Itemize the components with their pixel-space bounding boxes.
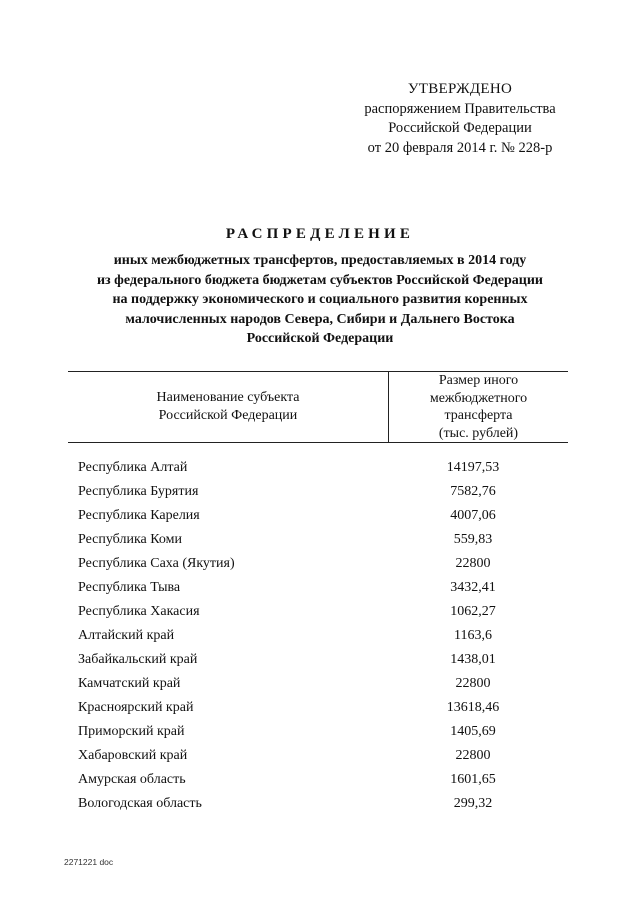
table-row: [78, 624, 578, 648]
transfer-amount: 7582,76: [450, 484, 496, 499]
subject-name: Республика Коми: [78, 532, 182, 547]
subject-name: Хабаровский край: [78, 748, 188, 763]
subject-name: Республика Тыва: [78, 580, 181, 595]
header-amount-line-1: Размер иного: [438, 373, 519, 388]
transfer-amount: 1062,27: [450, 604, 496, 619]
transfer-amount: 299,32: [453, 796, 493, 811]
table-row: [78, 552, 578, 576]
header-subject-line-2: Российской Федерации: [158, 408, 298, 423]
transfer-amount: 1601,65: [450, 772, 496, 787]
transfer-amount: 3432,41: [450, 580, 496, 595]
header-transfer-amount: [389, 372, 568, 442]
table-row: [78, 672, 578, 696]
approval-block: [340, 80, 580, 158]
transfer-amount: 22800: [455, 748, 491, 763]
subject-name: Республика Хакасия: [78, 604, 200, 619]
header-amount-line-4: (тыс. рублей): [438, 425, 519, 441]
transfer-amount: 1405,69: [450, 724, 496, 739]
subtitle-line: малочисленных народов Севера, Сибири и Дальнего Востока: [125, 311, 515, 327]
subtitle-line: Российской Федерации: [246, 331, 394, 346]
subtitle-line: на поддержку экономического и социального развития коренных: [112, 292, 528, 307]
approval-line-2: Российской Федерации: [388, 120, 532, 136]
transfer-amount: 559,83: [453, 532, 493, 547]
subtitle-line: иных межбюджетных трансфертов, предоставляемых в 2014 году: [113, 253, 527, 268]
subject-name: Республика Карелия: [78, 508, 200, 523]
table-row: [78, 768, 578, 792]
subject-name: Алтайский край: [78, 628, 175, 643]
subject-name: Забайкальский край: [78, 652, 198, 667]
table-row: [78, 792, 578, 816]
transfer-amount: 13618,46: [446, 700, 500, 715]
subject-name: Приморский край: [78, 724, 185, 739]
transfer-amount: 22800: [455, 676, 491, 691]
file-reference: 2271221 doc: [64, 857, 114, 867]
table-row: [78, 696, 578, 720]
table-row: [78, 504, 578, 528]
table-row: [78, 720, 578, 744]
subject-name: Республика Саха (Якутия): [78, 556, 235, 571]
approval-line-1: распоряжением Правительства: [364, 100, 556, 117]
table-row: [78, 528, 578, 552]
document-subtitle: [60, 251, 580, 349]
transfer-amount: 14197,53: [446, 460, 500, 475]
subject-name: Амурская область: [78, 772, 186, 787]
table-row: [78, 648, 578, 672]
header-subject-name: [68, 372, 389, 442]
table-row: [78, 456, 578, 480]
subtitle-line: из федерального бюджета бюджетам субъектов Российской Федерации: [96, 272, 543, 288]
header-subject-line-1: Наименование субъекта: [156, 390, 300, 405]
header-amount-line-3: трансферта: [444, 408, 513, 423]
subject-name: Республика Бурятия: [78, 484, 199, 499]
subject-name: Вологодская область: [78, 796, 202, 811]
subject-name: Камчатский край: [78, 676, 181, 691]
approval-line-3: от 20 февраля 2014 г. № 228-р: [367, 139, 553, 156]
table-header: [68, 371, 568, 443]
title-block: [60, 226, 580, 349]
subject-name: Республика Алтай: [78, 460, 188, 475]
table-row: [78, 480, 578, 504]
table-row: [78, 744, 578, 768]
table-row: [78, 600, 578, 624]
subject-name: Красноярский край: [78, 700, 194, 715]
transfer-amount: 22800: [455, 556, 491, 571]
header-amount-line-2: межбюджетного: [429, 390, 528, 406]
distribution-table-header: [68, 371, 568, 443]
transfer-amount: 1438,01: [450, 652, 496, 667]
transfer-amount: 4007,06: [450, 508, 496, 523]
transfer-amount: 1163,6: [454, 628, 492, 643]
document-title: РАСПРЕДЕЛЕНИЕ: [225, 226, 415, 242]
approval-heading: УТВЕРЖДЕНО: [407, 81, 513, 97]
table-row: [78, 576, 578, 600]
table-body: [78, 456, 578, 816]
